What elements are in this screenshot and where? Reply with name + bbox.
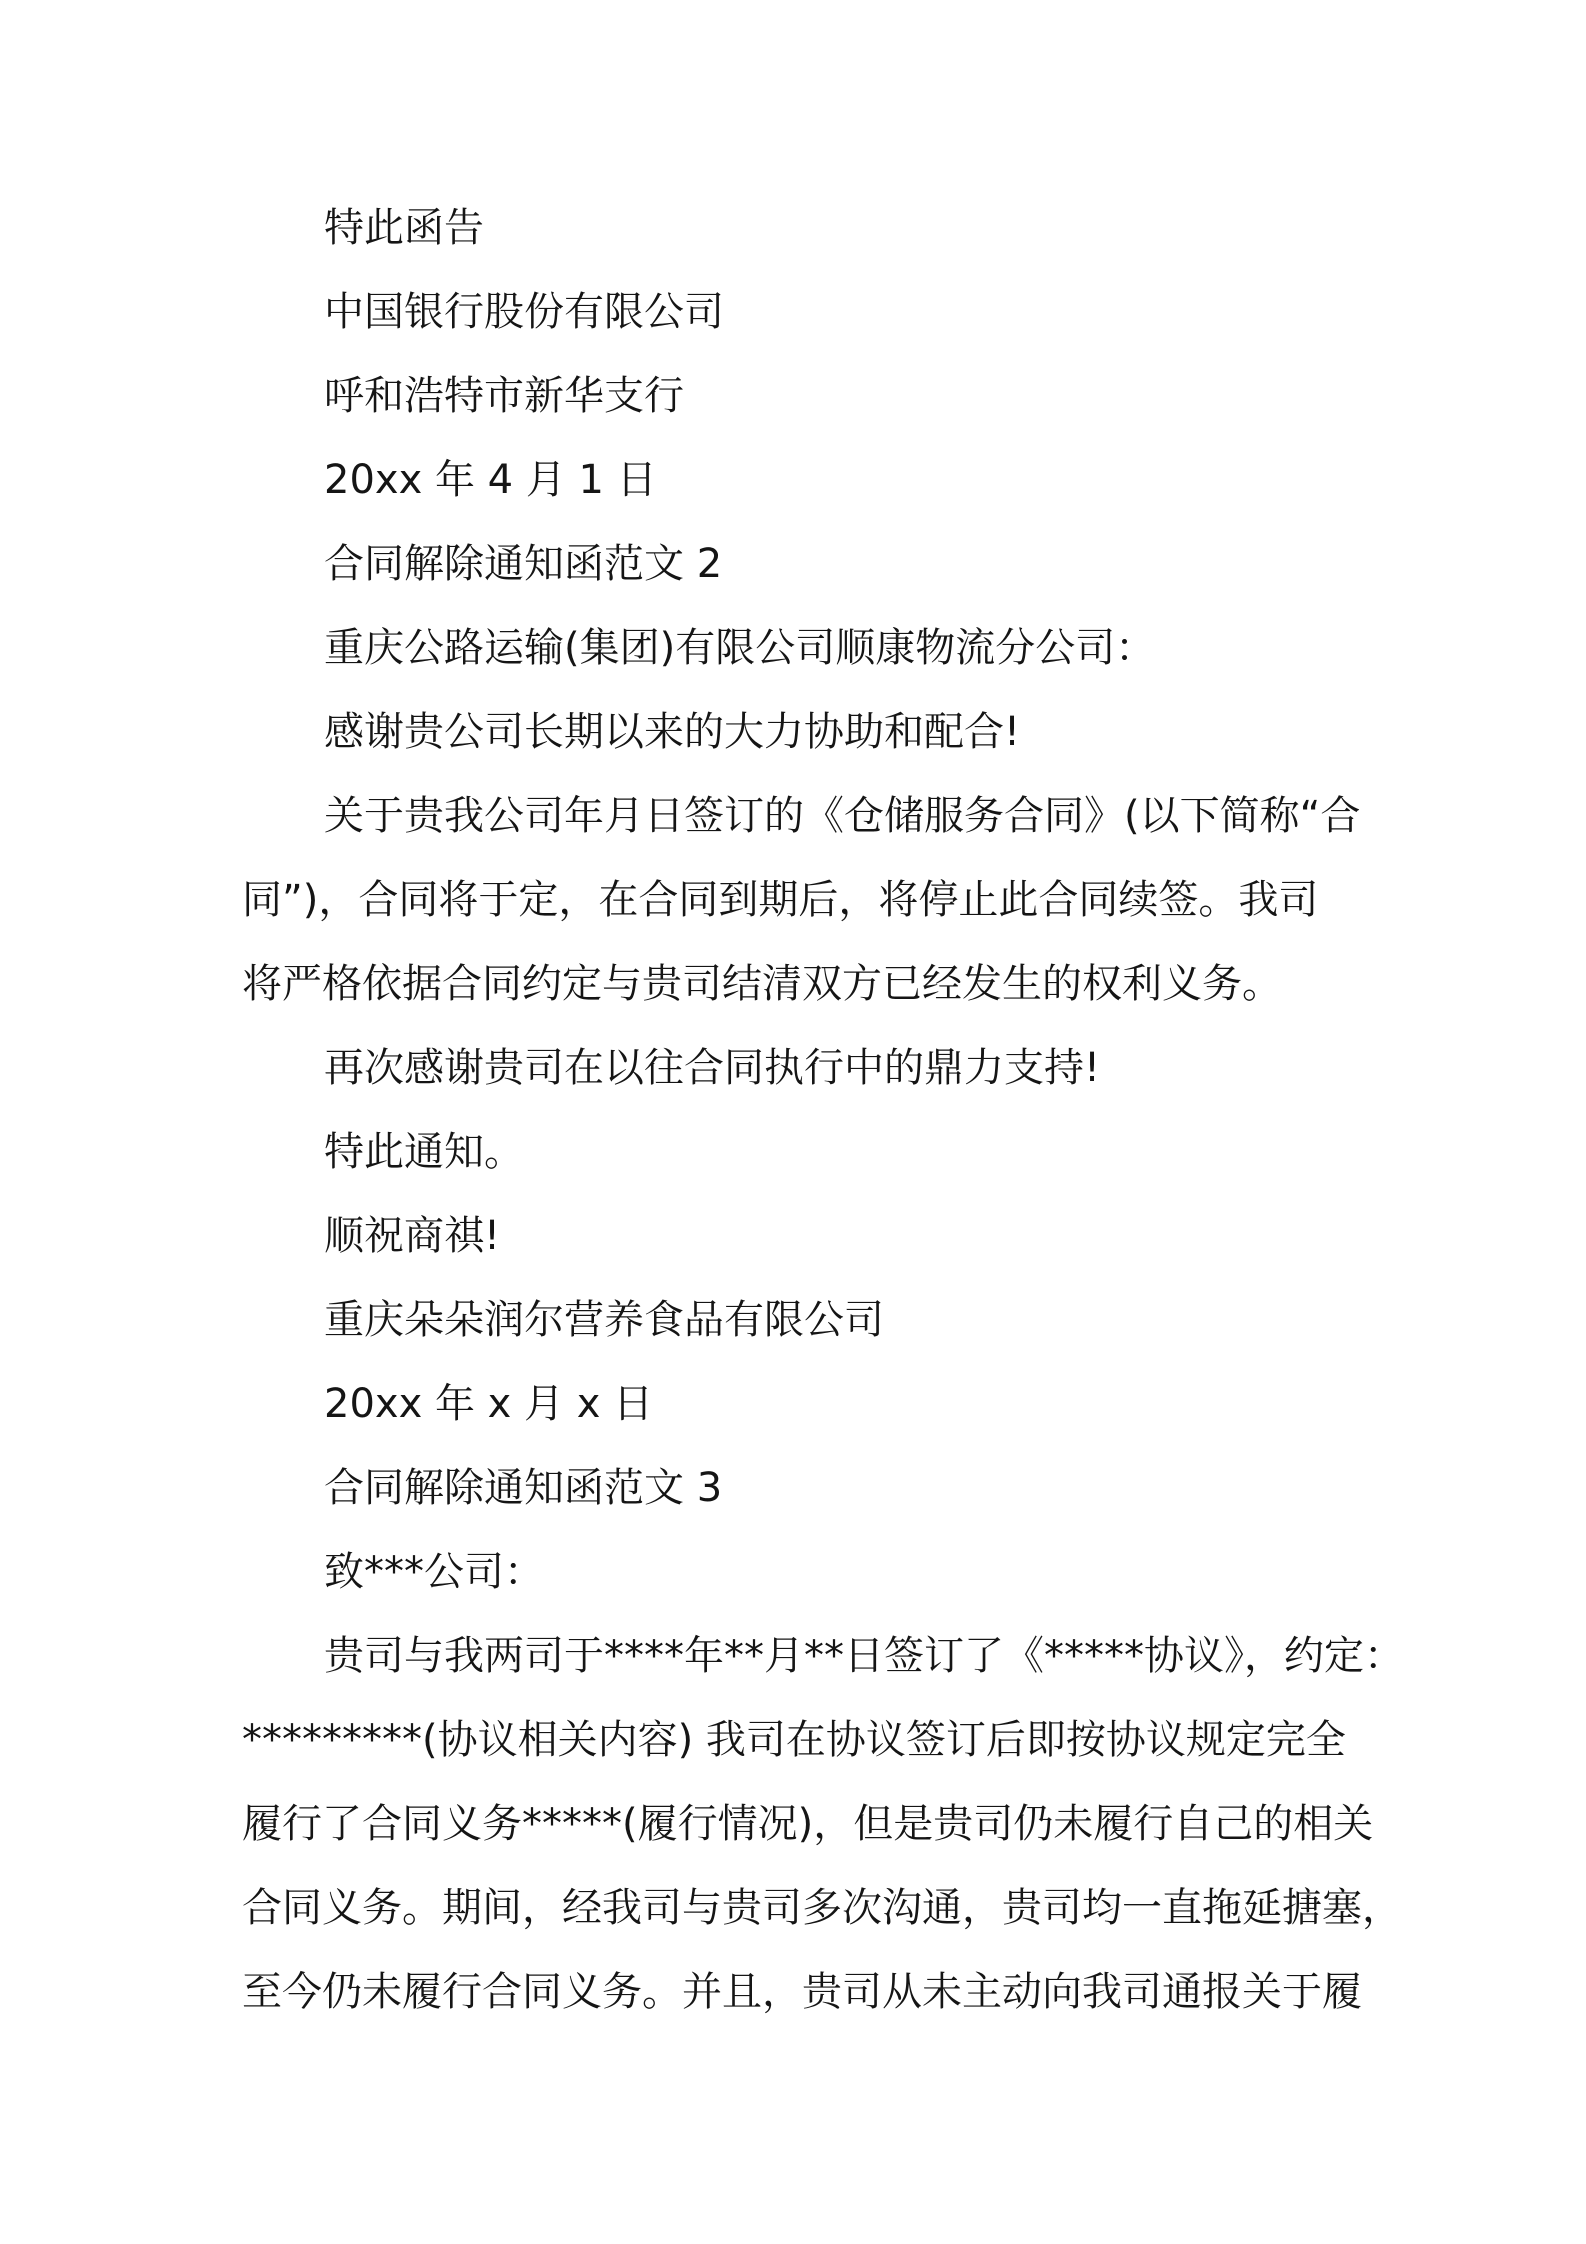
- document-body: [242, 186, 1442, 2034]
- body-line: 关于贵我公司年月日签订的《仓储服务合同》(以下简称“合: [324, 793, 1361, 839]
- thanks-line: 再次感谢贵司在以往合同执行中的鼎力支持!: [324, 1045, 1101, 1091]
- body-line: 合同义务。期间，经我司与贵司多次沟通，贵司均一直拖延搪塞，: [242, 1885, 1402, 1931]
- section-title: 合同解除通知函范文 3: [324, 1465, 723, 1511]
- sample-3: [242, 1446, 1442, 2034]
- greeting-line: 感谢贵公司长期以来的大力协助和配合!: [324, 709, 1021, 755]
- body-line: *********(协议相关内容) 我司在协议签订后即按协议规定完全: [242, 1717, 1346, 1763]
- letter-date: 20xx 年 4 月 1 日: [324, 457, 657, 503]
- regards-line: 顺祝商祺!: [324, 1213, 501, 1259]
- body-line: 同”)，合同将于定，在合同到期后，将停止此合同续签。我司: [242, 877, 1319, 923]
- notice-line: 特此通知。: [324, 1129, 524, 1175]
- body-paragraph: [242, 1614, 1442, 2034]
- letter-date: 20xx 年 x 月 x 日: [324, 1381, 654, 1427]
- signature-branch: 呼和浩特市新华支行: [324, 373, 684, 419]
- closing-remark: 特此函告: [324, 205, 484, 251]
- body-line: 将严格依据合同约定与贵司结清双方已经发生的权利义务。: [242, 961, 1282, 1007]
- letter-fragment: [242, 186, 1442, 522]
- section-title: 合同解除通知函范文 2: [324, 541, 723, 587]
- signature-company: 重庆朵朵润尔营养食品有限公司: [324, 1297, 884, 1343]
- body-line: 贵司与我两司于****年**月**日签订了《*****协议》，约定：: [324, 1633, 1404, 1679]
- body-line: 至今仍未履行合同义务。并且，贵司从未主动向我司通报关于履: [242, 1969, 1362, 2015]
- recipient-line: 致***公司：: [324, 1549, 544, 1595]
- body-line: 履行了合同义务*****(履行情况)，但是贵司仍未履行自己的相关: [242, 1801, 1374, 1847]
- body-paragraph: [242, 774, 1442, 1026]
- signature-company: 中国银行股份有限公司: [324, 289, 724, 335]
- sample-2: [242, 522, 1442, 1446]
- recipient-line: 重庆公路运输(集团)有限公司顺康物流分公司：: [324, 625, 1156, 671]
